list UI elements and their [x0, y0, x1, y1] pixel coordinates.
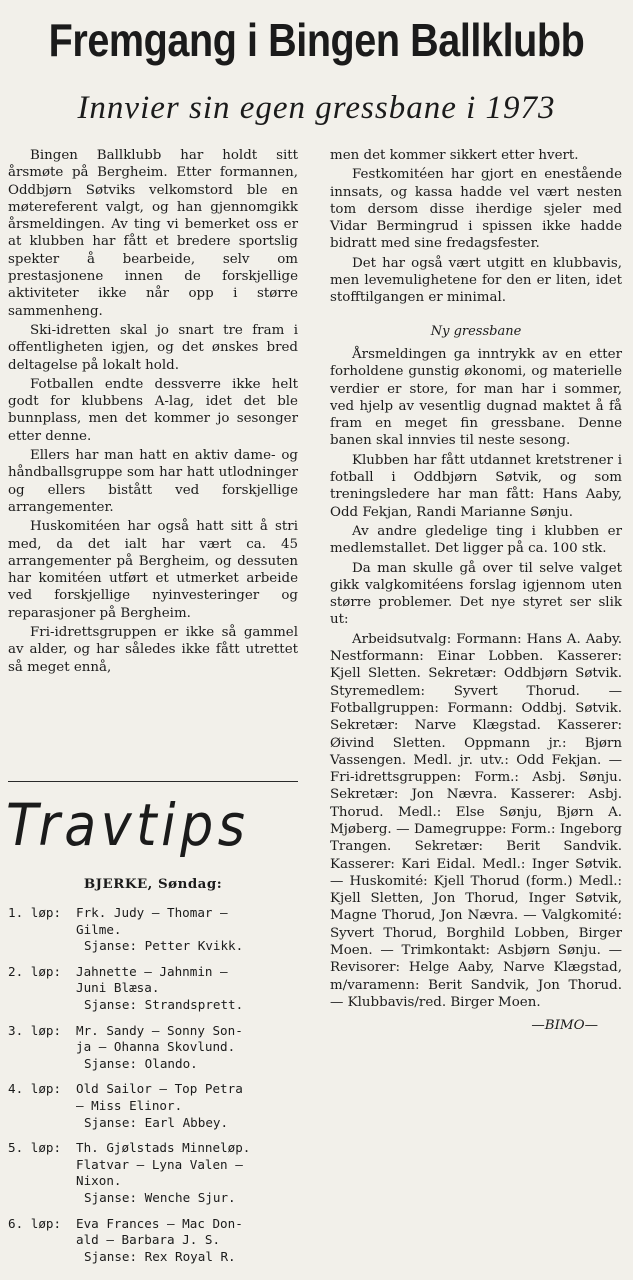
race-entries: ja — Ohanna Skovlund.: [76, 1039, 236, 1055]
race-item: [8, 1023, 303, 1073]
race-entries: Frk. Judy — Thomar —: [76, 905, 228, 920]
paragraph-party-committee: Festkomitéen har gjort en enestående innsats, og kassa hadde vel vært nesten tom dersom disse iherdige sjeler med Vidar Bermingrud i spissen ikke hadde bidratt med sine fredagsfester.: [330, 167, 622, 252]
race-entries: ald — Barbara J. S.: [76, 1232, 221, 1248]
race-item: [8, 964, 303, 1014]
travtips-title: Travtips: [6, 791, 250, 859]
race-entries: Jahnette — Jahnmin —: [76, 963, 228, 979]
paragraph-members: Av andre gledelige ting i klubben er medlemstallet. Det ligger på ca. 100 stk.: [330, 523, 622, 557]
paragraph-annual-meeting: Bingen Ballklubb har holdt sitt årsmøte på Bergheim. Etter formannen, Oddbjørn Søtviks velkomstord ble en møtereferent valgt, og han gjennomgikk årsmeldingen. Av ting vi bemerket oss er at klubben har fått et bredere sportslig spekter å bearbeide, selv om prestasjonene innen de forskjellige aktiviteter ikke når opp i større sammenheng.: [8, 148, 298, 319]
race-sjanse: Sjanse: Petter Kvikk.: [84, 938, 244, 954]
race-item: [8, 905, 303, 955]
paragraph-election: Da man skulle gå over til selve valget gikk valgkomitéens forslag igjennom uten større problemer. Det nye styret ser slik ut:: [330, 560, 622, 628]
race-number: 4. løp:: [8, 1081, 62, 1097]
subheadline: Innvier sin egen gressbane i 1973: [77, 90, 556, 126]
race-item: [8, 1140, 303, 1206]
race-entries: — Miss Elinor.: [76, 1097, 183, 1113]
article-right-column: [330, 147, 622, 1037]
race-number: 6. løp:: [8, 1215, 62, 1231]
paragraph-coaches: Klubben har fått utdannet kretstrener i fotball i Oddbjørn Søtvik, og som treningsledere har man fått: Hans Aaby, Odd Fekjan, Randi Marianne Sønju.: [330, 452, 622, 520]
paragraph-club-newspaper: Det har også vært utgitt en klubbavis, men levemulighetene for den er liten, idet stofftilgangen er minimal.: [330, 255, 622, 306]
race-entries: Eva Frances — Mac Don-: [76, 1215, 243, 1231]
paragraph-ski: Ski-idretten skal jo snart tre fram i offentligheten igjen, og det ønskes bred deltagelse på lokalt hold.: [8, 322, 298, 373]
paragraph-board-list: Arbeidsutvalg: Formann: Hans A. Aaby. Nestformann: Einar Lobben. Kasserer: Kjell Sletten. Sekretær: Oddbjørn Søtvik. Styremedlem: Syvert Thorud. — Fotballgruppen: Formann: Oddbj. Søtvik. Sekretær: Narve Klægstad. Kasserer: Øivind Sletten. Oppmann jr.: Bjørn Vassengen. Medl. jr. utv.: Odd Fekjan. — Fri-idrettsgruppen: Form.: Asbj. Sønju. Sekretær: Jon Nævra. Kasserer: Asbj. Thorud. Medl.: Else Sønju, Bjørn A. Mjøberg. — Damegruppe: Form.: Ingeborg Trangen. Sekretær: Berit Sandvik. Kasserer: Kari Eidal. Medl.: Inger Søtvik. — Huskomité: Kjell Thorud (form.) Medl.: Kjell Sletten, Jon Thorud, Inger Søtvik, Magne Thorud, Jon Nævra. — Valgkomité: Syvert Thorud, Borghild Lobben, Birger Moen. — Trimkontakt: Asbjørn Sønju. — Revisorer: Helge Aaby, Narve Klægstad, m/varamenn: Berit Sandvik, Jon Thorud. — Klubbavis/red. Birger Moen.: [330, 631, 622, 1010]
race-entries: Nixon.: [76, 1173, 122, 1189]
headline: Fremgang i Bingen Ballklubb: [48, 14, 585, 66]
article-left-column: [8, 147, 298, 678]
race-entries: Th. Gjølstads Minneløp.: [76, 1140, 251, 1156]
race-sjanse: Sjanse: Rex Royal R.: [84, 1248, 236, 1264]
race-sjanse: Sjanse: Wenche Sjur.: [84, 1189, 236, 1205]
race-number: 3. løp:: [8, 1022, 62, 1038]
section-divider: [8, 781, 298, 782]
paragraph-athletics: Fri-idrettsgruppen er ikke så gammel av alder, og har således ikke fått utrettet så meget ennå,: [8, 625, 298, 675]
race-entries: Gilme.: [76, 921, 122, 937]
paragraph-grass-field: Årsmeldingen ga inntrykk av en etter forholdene gunstig økonomi, og materielle verdier er store, for man har i sommer, ved hjelp av vesentlig dugnad maktet å få fram en meget fin gressbane. Denne banen skal innvies til neste sesong.: [330, 346, 622, 449]
race-entries: Juni Blæsa.: [76, 980, 160, 996]
paragraph-handball: Ellers har man hatt en aktiv dame- og håndballsgruppe som har hatt utlodninger og ellers bistått ved forskjellige arrangementer.: [8, 448, 298, 515]
race-sjanse: Sjanse: Strandsprett.: [84, 996, 244, 1012]
paragraph-football: Fotballen endte dessverre ikke helt godt for klubbens A-lag, idet det ble bunnplass, men det kommer jo sesonger etter denne.: [8, 376, 298, 444]
race-item: [8, 1081, 303, 1131]
race-entries: Flatvar — Lyna Valen —: [76, 1156, 243, 1172]
signature: —BIMO—: [531, 1018, 598, 1034]
race-number: 5. løp:: [8, 1140, 62, 1156]
race-sjanse: Sjanse: Olando.: [84, 1055, 198, 1071]
race-sjanse: Sjanse: Earl Abbey.: [84, 1114, 229, 1130]
race-item: [8, 1216, 303, 1266]
race-number: 2. løp:: [8, 963, 62, 979]
race-entries: Old Sailor — Top Petra: [76, 1081, 243, 1097]
paragraph-continuation: men det kommer sikkert etter hvert.: [330, 148, 579, 163]
travtips-heading: BJERKE, Søndag:: [83, 876, 223, 892]
paragraph-house-committee: Huskomitéen har også hatt sitt å stri med, da det ialt har vært ca. 45 arrangementer på Bergheim, og dessuten har komitéen utført et utmerket arbeide ved forskjellige nyinvesteringer og reparasjoner på Bergheim.: [8, 519, 298, 621]
race-number: 1. løp:: [8, 905, 62, 920]
race-list: [8, 905, 303, 1274]
race-entries: Mr. Sandy — Sonny Son-: [76, 1022, 243, 1038]
section-subtitle: Ny gressbane: [430, 323, 522, 339]
